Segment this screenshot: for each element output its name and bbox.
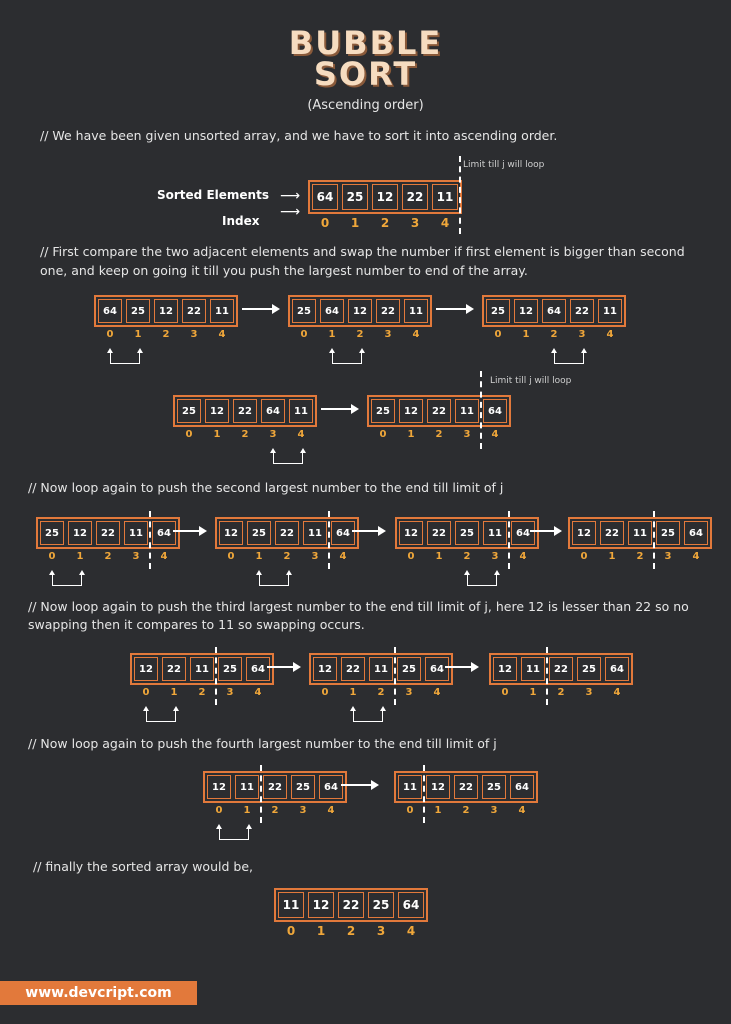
array-cell: 22 <box>549 657 573 681</box>
array-cell: 22 <box>263 775 287 799</box>
array-cell: 12 <box>372 184 398 210</box>
array-cell: 25 <box>371 399 395 423</box>
pass3-step2 <box>309 653 453 685</box>
index-row <box>484 329 624 340</box>
pass1-step1 <box>94 295 238 327</box>
next-step-arrow-icon <box>267 666 299 668</box>
index-label: Index <box>222 214 260 228</box>
index-label: 0 <box>106 329 114 340</box>
array-cell: 25 <box>397 657 421 681</box>
index-label: 2 <box>462 805 470 816</box>
array-cell: 64 <box>542 299 566 323</box>
index-label: 1 <box>407 429 415 440</box>
array-cell: 12 <box>313 657 337 681</box>
array-cell: 64 <box>312 184 338 210</box>
swap-arrow-icon <box>273 453 303 464</box>
array-cell: 64 <box>98 299 122 323</box>
index-label: 2 <box>377 687 385 698</box>
index-label: 1 <box>434 805 442 816</box>
index-label: 4 <box>518 805 526 816</box>
index-label: 3 <box>190 329 198 340</box>
index-label: 4 <box>339 551 347 562</box>
pass1-text-line2: one, and keep on going it till you push the largest number to end of the array. <box>40 263 528 278</box>
array-cell: 22 <box>275 521 299 545</box>
pass4-text: // Now loop again to push the fourth largest number to the end till limit of j <box>28 736 497 751</box>
index-label: 0 <box>321 687 329 698</box>
index-label: 3 <box>585 687 593 698</box>
index-row <box>217 551 357 562</box>
loop-limit-line <box>653 511 655 569</box>
index-label: 4 <box>519 551 527 562</box>
right-arrow-icon: ⟶ <box>280 188 301 204</box>
index-label: 0 <box>286 924 296 938</box>
final-text: // finally the sorted array would be, <box>33 859 253 874</box>
next-step-arrow-icon <box>341 784 377 786</box>
index-row <box>570 551 710 562</box>
sorted-elements-label: Sorted Elements <box>157 188 269 202</box>
array-cell: 25 <box>577 657 601 681</box>
array-cell: 25 <box>342 184 368 210</box>
index-label: 2 <box>550 329 558 340</box>
index-label: 2 <box>380 216 390 230</box>
array-cell: 22 <box>341 657 365 681</box>
array-cell: 25 <box>40 521 64 545</box>
array-cell: 25 <box>482 775 506 799</box>
index-label: 0 <box>185 429 193 440</box>
loop-limit-line <box>546 647 548 705</box>
index-label: 1 <box>213 429 221 440</box>
array-cell: 22 <box>427 399 451 423</box>
pass2-text: // Now loop again to push the second largest number to the end till limit of j <box>28 480 504 495</box>
index-label: 0 <box>320 216 330 230</box>
index-label: 3 <box>463 429 471 440</box>
index-label: 1 <box>529 687 537 698</box>
intro-text: // We have been given unsorted array, and we have to sort it into ascending order. <box>40 128 558 143</box>
index-label: 4 <box>606 329 614 340</box>
index-label: 0 <box>300 329 308 340</box>
pass4-step2 <box>394 771 538 803</box>
array-cell: 11 <box>210 299 234 323</box>
pass2-step2 <box>215 517 359 549</box>
subtitle: (Ascending order) <box>307 98 424 113</box>
swap-arrow-icon <box>332 353 362 364</box>
array-cell: 11 <box>455 399 479 423</box>
footer-url[interactable]: www.devcript.com <box>0 981 197 1005</box>
pass1-step5 <box>367 395 511 427</box>
index-label: 3 <box>132 551 140 562</box>
intro-limit-note: Limit till j will loop <box>463 160 545 170</box>
array-cell: 64 <box>684 521 708 545</box>
next-step-arrow-icon <box>173 530 205 532</box>
index-row <box>276 924 426 938</box>
array-cell: 64 <box>605 657 629 681</box>
next-step-arrow-icon <box>321 408 357 410</box>
array-cell: 12 <box>205 399 229 423</box>
loop-limit-line <box>480 371 482 449</box>
array-cell: 11 <box>190 657 214 681</box>
loop-limit-line <box>328 511 330 569</box>
array-cell: 12 <box>134 657 158 681</box>
index-label: 2 <box>356 329 364 340</box>
index-label: 1 <box>349 687 357 698</box>
pass1-step3 <box>482 295 626 327</box>
loop-limit-line <box>394 647 396 705</box>
index-label: 3 <box>578 329 586 340</box>
next-step-arrow-icon <box>242 308 278 310</box>
right-arrow-icon: ⟶ <box>280 204 301 220</box>
index-label: 1 <box>316 924 326 938</box>
index-row <box>397 551 537 562</box>
index-label: 1 <box>328 329 336 340</box>
array-cell: 11 <box>432 184 458 210</box>
swap-arrow-icon <box>52 575 82 586</box>
array-cell: 12 <box>514 299 538 323</box>
index-label: 4 <box>692 551 700 562</box>
index-label: 2 <box>241 429 249 440</box>
index-label: 4 <box>406 924 416 938</box>
index-label: 3 <box>226 687 234 698</box>
index-label: 4 <box>297 429 305 440</box>
index-label: 1 <box>76 551 84 562</box>
index-label: 3 <box>384 329 392 340</box>
array-cell: 11 <box>398 775 422 799</box>
index-label: 4 <box>440 216 450 230</box>
index-label: 1 <box>350 216 360 230</box>
index-label: 0 <box>494 329 502 340</box>
array-cell: 11 <box>289 399 313 423</box>
array-cell: 11 <box>483 521 507 545</box>
array-cell: 25 <box>368 892 394 918</box>
index-label: 2 <box>346 924 356 938</box>
index-label: 1 <box>243 805 251 816</box>
loop-limit-line <box>260 765 262 823</box>
array-cell: 64 <box>510 775 534 799</box>
index-label: 3 <box>490 805 498 816</box>
loop-limit-line <box>215 647 217 705</box>
next-step-arrow-icon <box>530 530 560 532</box>
index-row <box>290 329 430 340</box>
index-label: 3 <box>311 551 319 562</box>
pass1-text-line1: // First compare the two adjacent elements and swap the number if first element is bigger than second <box>40 244 685 259</box>
array-cell: 22 <box>427 521 451 545</box>
array-cell: 12 <box>348 299 372 323</box>
array-cell: 12 <box>68 521 92 545</box>
array-cell: 22 <box>182 299 206 323</box>
array-cell: 22 <box>570 299 594 323</box>
index-label: 2 <box>636 551 644 562</box>
index-label: 4 <box>412 329 420 340</box>
final-array <box>274 888 428 922</box>
pass1-limit-note: Limit till j will loop <box>490 376 572 386</box>
array-cell: 64 <box>483 399 507 423</box>
initial-array <box>308 180 462 214</box>
array-cell: 12 <box>219 521 243 545</box>
swap-arrow-icon <box>467 575 497 586</box>
pass2-step3 <box>395 517 539 549</box>
array-cell: 11 <box>235 775 259 799</box>
array-cell: 64 <box>319 775 343 799</box>
swap-arrow-icon <box>110 353 140 364</box>
index-label: 2 <box>463 551 471 562</box>
index-label: 0 <box>580 551 588 562</box>
index-label: 4 <box>491 429 499 440</box>
index-label: 4 <box>613 687 621 698</box>
index-label: 3 <box>299 805 307 816</box>
title-line-1: BUBBLE <box>288 24 443 62</box>
array-cell: 64 <box>320 299 344 323</box>
index-row <box>491 687 631 698</box>
pass3-step1 <box>130 653 274 685</box>
array-cell: 11 <box>521 657 545 681</box>
next-step-arrow-icon <box>352 530 384 532</box>
array-cell: 25 <box>292 299 316 323</box>
array-cell: 11 <box>303 521 327 545</box>
array-cell: 12 <box>399 399 423 423</box>
loop-limit-line <box>508 511 510 569</box>
array-cell: 64 <box>425 657 449 681</box>
index-label: 4 <box>433 687 441 698</box>
array-cell: 22 <box>233 399 257 423</box>
index-label: 3 <box>410 216 420 230</box>
pass2-step4 <box>568 517 712 549</box>
array-cell: 22 <box>376 299 400 323</box>
index-label: 1 <box>435 551 443 562</box>
array-cell: 25 <box>177 399 201 423</box>
index-label: 0 <box>406 805 414 816</box>
array-cell: 22 <box>162 657 186 681</box>
array-cell: 25 <box>656 521 680 545</box>
array-cell: 12 <box>207 775 231 799</box>
array-cell: 11 <box>369 657 393 681</box>
loop-limit-line <box>149 511 151 569</box>
index-label: 3 <box>491 551 499 562</box>
index-label: 4 <box>218 329 226 340</box>
index-label: 1 <box>255 551 263 562</box>
index-label: 2 <box>104 551 112 562</box>
index-label: 2 <box>198 687 206 698</box>
swap-arrow-icon <box>554 353 584 364</box>
array-cell: 64 <box>511 521 535 545</box>
index-label: 0 <box>379 429 387 440</box>
array-cell: 25 <box>247 521 271 545</box>
array-cell: 25 <box>126 299 150 323</box>
index-label: 2 <box>162 329 170 340</box>
index-label: 4 <box>254 687 262 698</box>
array-cell: 12 <box>154 299 178 323</box>
array-cell: 25 <box>218 657 242 681</box>
array-cell: 11 <box>598 299 622 323</box>
swap-arrow-icon <box>259 575 289 586</box>
index-label: 2 <box>435 429 443 440</box>
index-label: 2 <box>283 551 291 562</box>
index-label: 4 <box>160 551 168 562</box>
pass3-step3 <box>489 653 633 685</box>
index-label: 1 <box>134 329 142 340</box>
array-cell: 22 <box>454 775 478 799</box>
index-label: 2 <box>271 805 279 816</box>
index-row <box>311 687 451 698</box>
pass4-step1 <box>203 771 347 803</box>
swap-arrow-icon <box>219 829 249 840</box>
swap-arrow-icon <box>353 711 383 722</box>
array-cell: 64 <box>152 521 176 545</box>
array-cell: 11 <box>628 521 652 545</box>
index-row <box>205 805 345 816</box>
index-row <box>396 805 536 816</box>
array-cell: 12 <box>426 775 450 799</box>
array-cell: 64 <box>246 657 270 681</box>
index-label: 0 <box>407 551 415 562</box>
index-label: 4 <box>327 805 335 816</box>
array-cell: 64 <box>261 399 285 423</box>
index-label: 2 <box>557 687 565 698</box>
index-label: 1 <box>170 687 178 698</box>
pass1-step4 <box>173 395 317 427</box>
array-cell: 11 <box>278 892 304 918</box>
pass1-step2 <box>288 295 432 327</box>
array-cell: 12 <box>572 521 596 545</box>
array-cell: 25 <box>291 775 315 799</box>
index-row <box>310 216 460 230</box>
index-label: 3 <box>405 687 413 698</box>
pass2-step1 <box>36 517 180 549</box>
loop-limit-line <box>459 156 461 234</box>
index-label: 0 <box>215 805 223 816</box>
index-label: 3 <box>269 429 277 440</box>
index-label: 1 <box>608 551 616 562</box>
array-cell: 12 <box>493 657 517 681</box>
array-cell: 22 <box>600 521 624 545</box>
array-cell: 12 <box>399 521 423 545</box>
array-cell: 22 <box>96 521 120 545</box>
index-label: 0 <box>142 687 150 698</box>
title-line-2: SORT <box>313 55 418 93</box>
pass3-text-line1: // Now loop again to push the third largest number to the end till limit of j, here 12 is lesser than 22 so no <box>28 599 689 614</box>
loop-limit-line <box>423 765 425 823</box>
index-label: 0 <box>48 551 56 562</box>
array-cell: 25 <box>486 299 510 323</box>
array-cell: 64 <box>398 892 424 918</box>
array-cell: 12 <box>308 892 334 918</box>
index-row <box>96 329 236 340</box>
array-cell: 22 <box>338 892 364 918</box>
array-cell: 11 <box>124 521 148 545</box>
index-label: 3 <box>664 551 672 562</box>
array-cell: 25 <box>455 521 479 545</box>
index-label: 1 <box>522 329 530 340</box>
index-row <box>175 429 315 440</box>
array-cell: 64 <box>331 521 355 545</box>
next-step-arrow-icon <box>445 666 477 668</box>
array-cell: 22 <box>402 184 428 210</box>
pass3-text-line2: swapping then it compares to 11 so swapping occurs. <box>28 617 365 632</box>
index-row <box>132 687 272 698</box>
swap-arrow-icon <box>146 711 176 722</box>
index-label: 0 <box>227 551 235 562</box>
index-label: 0 <box>501 687 509 698</box>
index-row <box>369 429 509 440</box>
index-row <box>38 551 178 562</box>
array-cell: 11 <box>404 299 428 323</box>
next-step-arrow-icon <box>436 308 472 310</box>
index-label: 3 <box>376 924 386 938</box>
